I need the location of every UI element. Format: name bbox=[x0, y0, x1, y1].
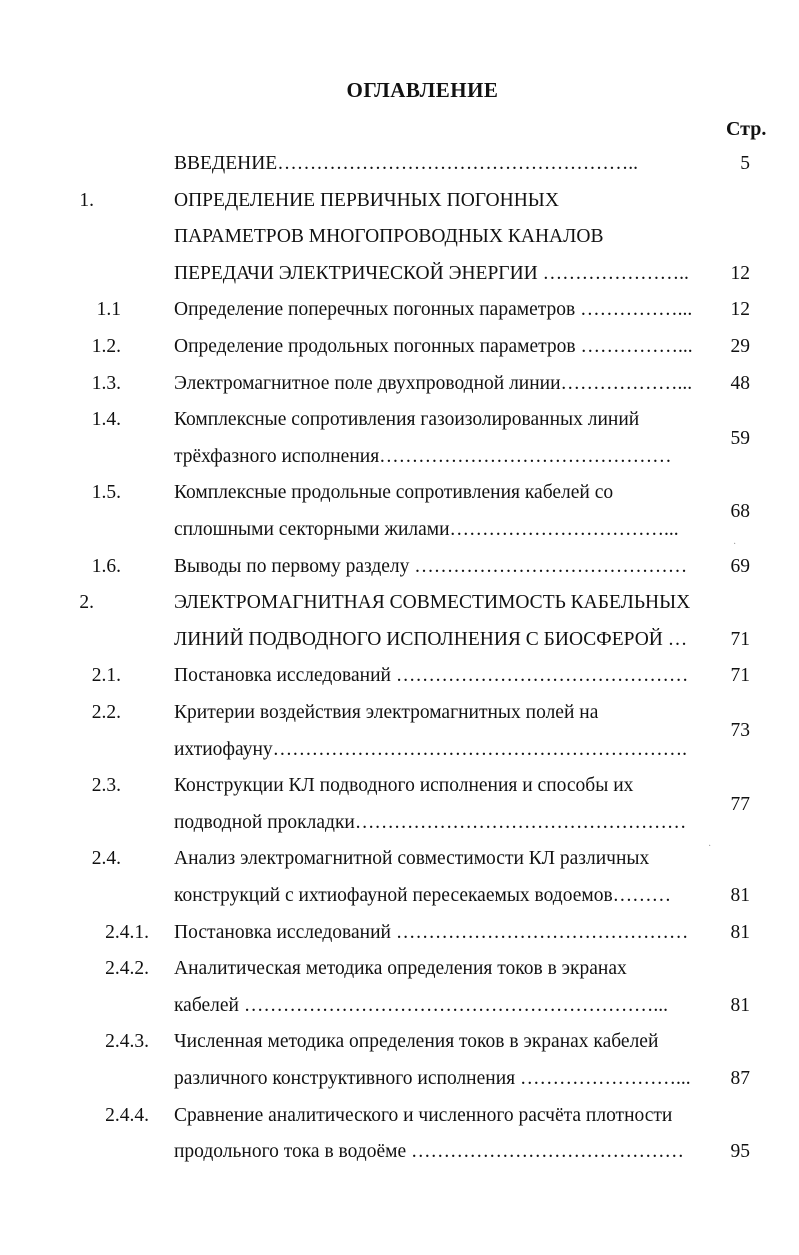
toc-entry-text: подводной прокладки…………………………………………… bbox=[174, 811, 687, 833]
toc-entry-text: Сравнение аналитического и численного расчёта плотности bbox=[174, 1104, 673, 1126]
toc-entry-text: Электромагнитное поле двухпроводной линии………………... bbox=[174, 372, 693, 394]
toc-entry-text: сплошными секторными жилами……………………………... bbox=[174, 519, 679, 540]
toc-entry-number: 2.4.1. bbox=[105, 921, 149, 943]
toc-entry-page: 87 bbox=[730, 1068, 750, 1089]
toc-entry-page: 12 bbox=[730, 262, 750, 284]
toc-entry-page: 77 bbox=[730, 793, 750, 815]
toc-entry-number: 2.4. bbox=[91, 848, 121, 870]
toc-entry-number: 1.6. bbox=[91, 555, 121, 577]
toc-entry-text: ПАРАМЕТРОВ МНОГОПРОВОДНЫХ КАНАЛОВ bbox=[174, 226, 604, 248]
toc-entry-text: трёхфазного исполнения……………………………………… bbox=[174, 445, 672, 467]
toc-entry-text: продольного тока в водоёме …………………………………… bbox=[174, 1141, 684, 1163]
toc-entry-text: Выводы по первому разделу …………………………………… bbox=[174, 555, 688, 577]
toc-entry-number: 2.1. bbox=[91, 665, 121, 687]
toc-entry-text: Комплексные продольные сопротивления кабелей со bbox=[174, 482, 614, 504]
toc-entry-text: Критерии воздействия электромагнитных полей на bbox=[174, 702, 599, 723]
toc-entry-number: 2.4.3. bbox=[105, 1031, 149, 1053]
scan-speck: · bbox=[733, 539, 737, 550]
toc-entry-text: ЛИНИЙ ПОДВОДНОГО ИСПОЛНЕНИЯ С БИОСФЕРОЙ … bbox=[174, 628, 688, 650]
page-title: ОГЛАВЛЕНИЕ bbox=[346, 78, 499, 102]
scan-speck: · bbox=[708, 841, 712, 852]
toc-entry-text: Комплексные сопротивления газоизолированных линий bbox=[174, 409, 640, 431]
toc-entry-number: 1.5. bbox=[91, 482, 121, 504]
toc-entry-text: различного конструктивного исполнения ……………………... bbox=[174, 1068, 691, 1089]
toc-entry-number: 2.4.4. bbox=[105, 1104, 149, 1126]
toc-entry-page: 71 bbox=[730, 628, 750, 650]
toc-entry-number: 2. bbox=[79, 592, 94, 614]
toc-entry-page: 73 bbox=[730, 720, 750, 742]
toc-entry-page: 12 bbox=[730, 299, 750, 321]
toc-entry-text: Постановка исследований ……………………………………… bbox=[174, 921, 689, 943]
page-column-label: Стр. bbox=[726, 118, 767, 140]
toc-entry-page: 48 bbox=[730, 372, 750, 394]
toc-entry-number: 1.2. bbox=[91, 336, 121, 357]
toc-entry-number: 2.2. bbox=[91, 702, 121, 723]
toc-entry-page: 81 bbox=[730, 921, 750, 943]
toc-entry-text: Численная методика определения токов в экранах кабелей bbox=[174, 1031, 659, 1053]
toc-entry-page: 68 bbox=[730, 500, 750, 522]
toc-entry-number: 1.3. bbox=[91, 372, 121, 394]
toc-entry-text: ВВЕДЕНИЕ……………………………………………….. bbox=[174, 153, 638, 174]
toc-entry-text: Постановка исследований ……………………………………… bbox=[174, 665, 689, 687]
toc-entry-page: 81 bbox=[730, 994, 750, 1016]
toc-entry-text: Конструкции КЛ подводного исполнения и способы их bbox=[174, 775, 634, 797]
toc-entry-page: 81 bbox=[730, 885, 750, 906]
toc-entry-text: ОПРЕДЕЛЕНИЕ ПЕРВИЧНЫХ ПОГОННЫХ bbox=[174, 189, 559, 211]
toc-entry-text: конструкций с ихтиофауной пересекаемых водоемов……… bbox=[174, 885, 672, 906]
toc-entry-text: Аналитическая методика определения токов в экранах bbox=[174, 958, 627, 980]
toc-entry-text: ПЕРЕДАЧИ ЭЛЕКТРИЧЕСКОЙ ЭНЕРГИИ ………………….. bbox=[174, 262, 689, 284]
toc-entry-text: Определение поперечных погонных параметров ……………... bbox=[174, 299, 693, 321]
toc-entry-page: 59 bbox=[730, 427, 750, 449]
toc-entry-number: 1.1 bbox=[96, 299, 121, 321]
toc-entry-number: 2.3. bbox=[91, 775, 121, 797]
toc-entry-text: Определение продольных погонных параметров ……………... bbox=[174, 336, 693, 357]
toc-entry-text: Анализ электромагнитной совместимости КЛ различных bbox=[174, 848, 650, 870]
toc-entry-page: 29 bbox=[730, 336, 750, 357]
toc-entry-page: 95 bbox=[730, 1141, 750, 1163]
toc-entry-page: 69 bbox=[730, 555, 750, 577]
toc-entry-number: 1.4. bbox=[91, 409, 121, 431]
toc-entry-text: кабелей ………………………………………………………... bbox=[174, 994, 668, 1016]
toc-entry-page: 5 bbox=[740, 153, 750, 174]
toc-entry-page: 71 bbox=[730, 665, 750, 687]
toc-entry-number: 1. bbox=[79, 189, 94, 211]
toc-entry-text: ихтиофауну………………………………………………………. bbox=[174, 738, 688, 760]
toc-entry-text: ЭЛЕКТРОМАГНИТНАЯ СОВМЕСТИМОСТЬ КАБЕЛЬНЫХ bbox=[174, 592, 691, 614]
toc-entry-number: 2.4.2. bbox=[105, 958, 149, 980]
